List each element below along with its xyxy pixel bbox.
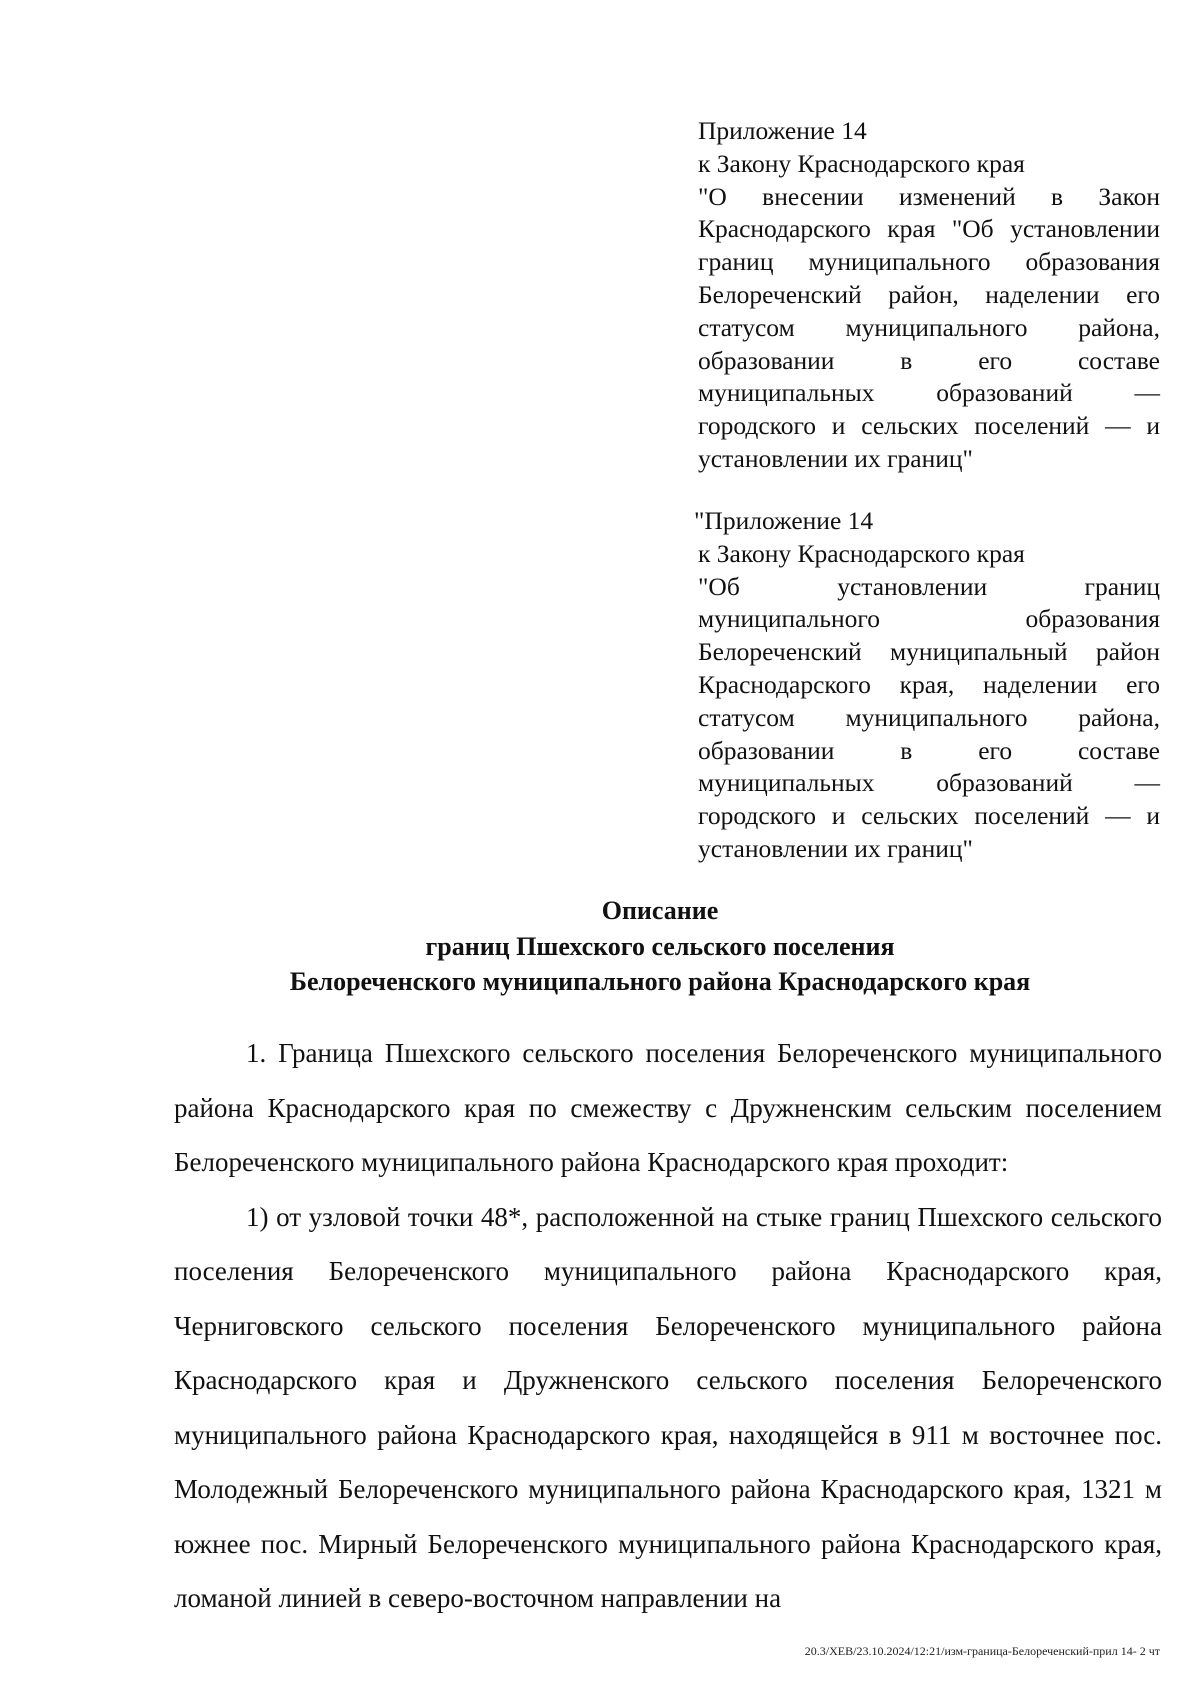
heading-line-1: Описание bbox=[601, 896, 719, 925]
heading-line-2: границ Пшехского сельского поселения bbox=[425, 931, 895, 961]
heading-line-3: Белореченского муниципального района Краснодарского края bbox=[289, 967, 1031, 996]
appendix-header-current bbox=[698, 115, 1160, 476]
document-body bbox=[174, 1026, 1162, 1626]
appendix-title: Приложение 14 bbox=[698, 116, 867, 145]
document-heading bbox=[160, 893, 1160, 1000]
paragraph-2: 1) от узловой точки 48*, расположенной на стыке границ Пшехского сельского поселения Белореченского муниципального района Краснодарского края, Черниговского сельского поселения Белореченского муниципального района Краснодарского края и Дружненского сельского поселения Белореченского муниципального района Краснодарского края, находящейся в 911 м восточнее пос. Молодежный Белореченского муниципального района Краснодарского края, 1321 м южнее пос. Мирный Белореченского муниципального района Краснодарского края, ломаной линией в северо-восточном направлении на bbox=[174, 1201, 1162, 1613]
appendix-law-name: "Об установлении границ муниципального образования Белореченский муниципальный район Краснодарского края, наделении его статусом муниципального района, образовании в его составе муниципальных образований — городского и сельских поселений — и установлении их границ" bbox=[698, 571, 1160, 863]
appendix-to-law: к Закону Краснодарского края bbox=[698, 148, 1025, 178]
appendix-law-name: "О внесении изменений в Закон Краснодарского края "Об установлении границ муниципального образования Белореченский район, наделении его статусом муниципального района, образовании в его составе муниципальных образований — городского и сельских поселений — и установлении их границ" bbox=[698, 181, 1160, 473]
footer-code: 20.3/ХЕВ/23.10.2024/12:21/изм-граница-Белореченский-прил 14- 2 чт bbox=[804, 1644, 1160, 1658]
appendix-to-law: к Закону Краснодарского края bbox=[698, 538, 1025, 568]
appendix-title: "Приложение 14 bbox=[694, 506, 874, 535]
paragraph-1: 1. Граница Пшехского сельского поселения Белореченского муниципального района Краснодарского края по смежеству с Дружненским сельским поселением Белореченского муниципального района Краснодарского края проходит: bbox=[174, 1038, 1162, 1177]
appendix-header-original bbox=[694, 505, 1160, 866]
